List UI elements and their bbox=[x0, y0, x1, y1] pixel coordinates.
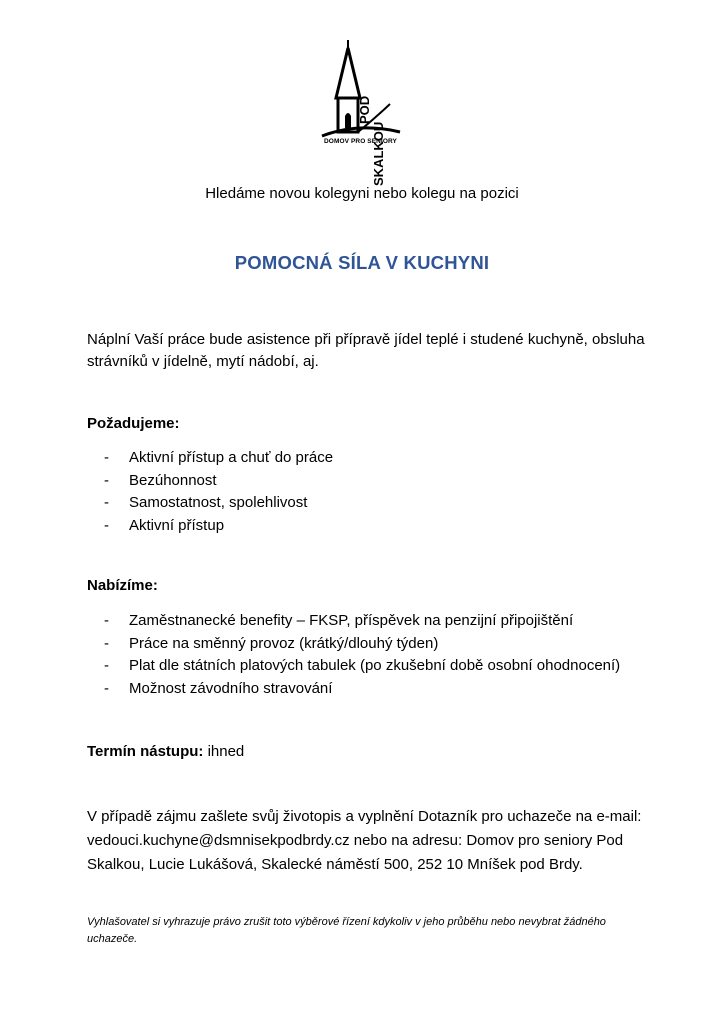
list-item: - Plat dle státních platových tabulek (po zkušební době osobní ohodnocení) bbox=[104, 657, 621, 674]
logo-subtitle: DOMOV PRO SENIORY bbox=[324, 138, 397, 145]
disclaimer-note: Vyhlašovatel si vyhrazuje právo zrušit toto výběrové řízení kdykoliv v jeho průběhu nebo nevybrat žádného uchazeče. bbox=[87, 916, 606, 945]
offers-heading: Nabízíme: bbox=[87, 577, 158, 594]
job-description: Náplní Vaší práce bude asistence při přípravě jídel teplé i studené kuchyně, obsluha strávníků v jídelně, mytí nádobí, aj. bbox=[87, 331, 645, 370]
offers-list bbox=[0, 610, 620, 700]
start-date bbox=[87, 743, 244, 760]
logo-skalkou-text: SKALKOU bbox=[371, 121, 386, 186]
requirements-heading: Požadujeme: bbox=[87, 415, 180, 432]
list-item: - Aktivní přístup bbox=[104, 516, 225, 534]
start-date-label: Termín nástupu: bbox=[87, 743, 204, 760]
job-title: POMOCNÁ SÍLA V KUCHYNI bbox=[234, 252, 490, 273]
list-item: - Bezúhonnost bbox=[104, 471, 217, 489]
list-item: - Možnost závodního stravování bbox=[104, 679, 333, 697]
organization-logo bbox=[318, 40, 408, 186]
list-item: - Samostatnost, spolehlivost bbox=[104, 494, 308, 511]
contact-paragraph: V případě zájmu zašlete svůj životopis a vyplnění Dotazník pro uchazeče na e-mail: vedouci.kuchyne@dsmnisekpodbrdy.cz nebo na adresu: Domov pro seniory Pod Skalkou, Lucie Lukášová, Skalecké náměstí 500, 252 10 Mníšek pod Brdy. bbox=[87, 808, 642, 873]
logo-pod-text: POD bbox=[357, 95, 372, 124]
list-item: - Práce na směnný provoz (krátký/dlouhý týden) bbox=[104, 634, 439, 652]
list-item: - Aktivní přístup a chuť do práce bbox=[104, 449, 334, 466]
intro-text: Hledáme novou kolegyni nebo kolegu na pozici bbox=[205, 185, 519, 202]
requirements-list bbox=[0, 447, 333, 537]
list-item: - Zaměstnanecké benefity – FKSP, příspěvek na penzijní připojištění bbox=[104, 612, 574, 629]
start-date-value: ihned bbox=[207, 743, 245, 760]
